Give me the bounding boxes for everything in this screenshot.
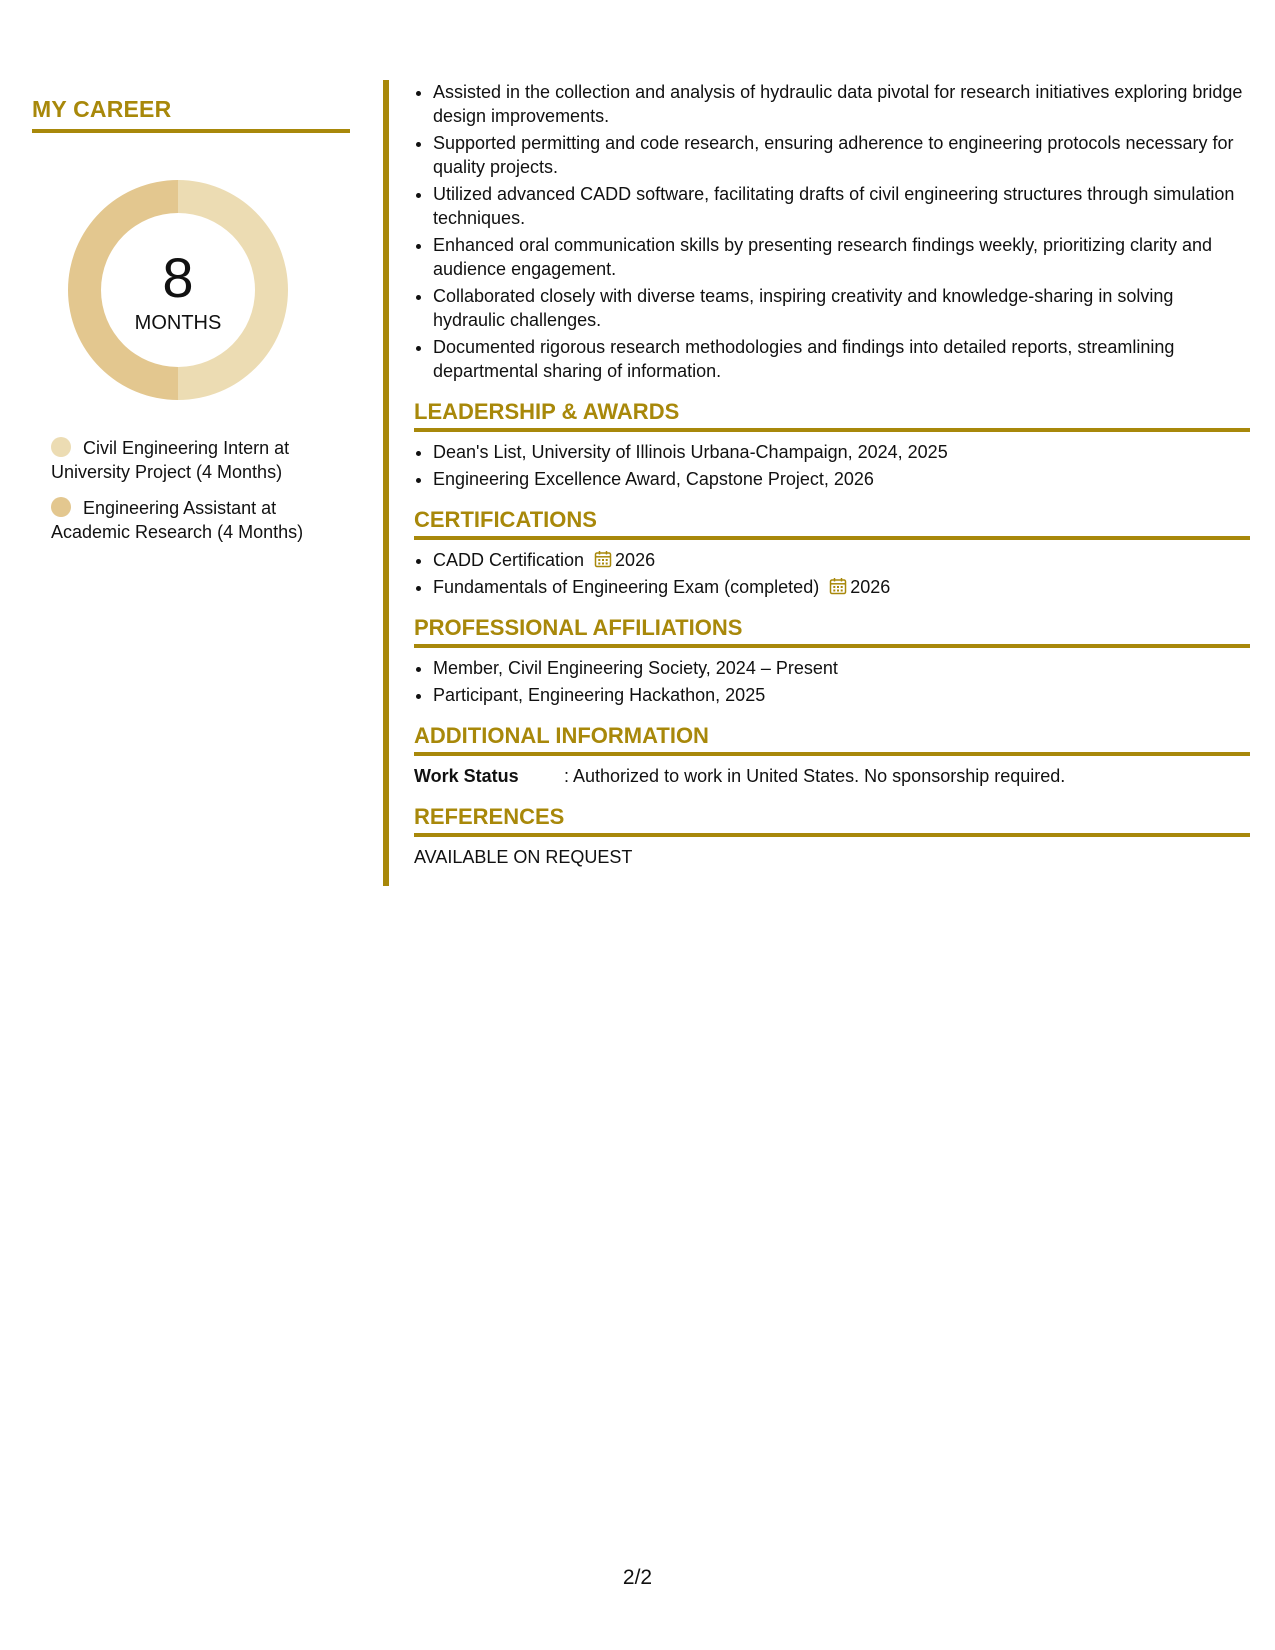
column-divider <box>383 80 389 886</box>
certification-name: Fundamentals of Engineering Exam (completed) <box>433 577 820 597</box>
leadership-section <box>414 399 1250 491</box>
list-item: • Collaborated closely with diverse teams, inspiring creativity and knowledge-sharing in solving hydraulic challenges. <box>433 284 1250 332</box>
main-content <box>414 80 1250 869</box>
certifications-section <box>414 507 1250 599</box>
list-item: • Participant, Engineering Hackathon, 2025 <box>433 683 1250 707</box>
certification-name: CADD Certification <box>433 550 585 570</box>
references-text: AVAILABLE ON REQUEST <box>414 847 633 867</box>
page-number: 2/2 <box>622 1566 653 1589</box>
section-title: REFERENCES <box>414 804 1250 837</box>
career-donut-chart <box>66 178 290 402</box>
list-item <box>433 575 1250 599</box>
section-title: CERTIFICATIONS <box>414 507 1250 540</box>
legend-dot-icon <box>51 437 71 457</box>
section-title: LEADERSHIP & AWARDS <box>414 399 1250 432</box>
list-item: • Enhanced oral communication skills by presenting research findings weekly, prioritizing clarity and audience engagement. <box>433 233 1250 281</box>
section-title: PROFESSIONAL AFFILIATIONS <box>414 615 1250 648</box>
list-item: • Dean's List, University of Illinois Urbana-Champaign, 2024, 2025 <box>433 440 1250 464</box>
list-item: • Member, Civil Engineering Society, 2024 – Present <box>433 656 1250 680</box>
legend-item <box>51 496 351 544</box>
career-panel <box>32 96 350 542</box>
work-status-row <box>414 764 1250 788</box>
work-status-value: : Authorized to work in United States. No sponsorship required. <box>564 766 1066 786</box>
list-item: • Supported permitting and code research, ensuring adherence to engineering protocols necessary for quality projects. <box>433 131 1250 179</box>
certifications-list <box>414 548 1250 599</box>
affiliations-section <box>414 615 1250 707</box>
career-title: MY CAREER <box>32 96 350 133</box>
list-item <box>433 548 1250 572</box>
list-item: • Utilized advanced CADD software, facilitating drafts of civil engineering structures through simulation techniques. <box>433 182 1250 230</box>
calendar-icon <box>594 550 612 568</box>
legend-label: Engineering Assistant at Academic Research (4 Months) <box>51 498 304 542</box>
legend-item <box>51 436 351 484</box>
career-total-unit: MONTHS <box>134 312 222 334</box>
certification-year: 2026 <box>850 577 891 597</box>
work-status-label: Work Status <box>414 766 519 786</box>
legend-dot-icon <box>51 497 71 517</box>
list-item: • Engineering Excellence Award, Capstone Project, 2026 <box>433 467 1250 491</box>
certification-year: 2026 <box>615 550 656 570</box>
calendar-icon <box>829 577 847 595</box>
section-title: ADDITIONAL INFORMATION <box>414 723 1250 756</box>
additional-section <box>414 723 1250 788</box>
career-legend <box>51 436 351 556</box>
affiliations-list <box>414 656 1250 707</box>
career-total-value: 8 <box>162 246 194 309</box>
list-item: • Documented rigorous research methodologies and findings into detailed reports, streamlining departmental sharing of information. <box>433 335 1250 383</box>
experience-bullets <box>414 80 1250 383</box>
list-item: • Assisted in the collection and analysis of hydraulic data pivotal for research initiatives exploring bridge design improvements. <box>433 80 1250 128</box>
references-section <box>414 804 1250 869</box>
legend-label: Civil Engineering Intern at University Project (4 Months) <box>51 438 290 482</box>
leadership-list <box>414 440 1250 491</box>
